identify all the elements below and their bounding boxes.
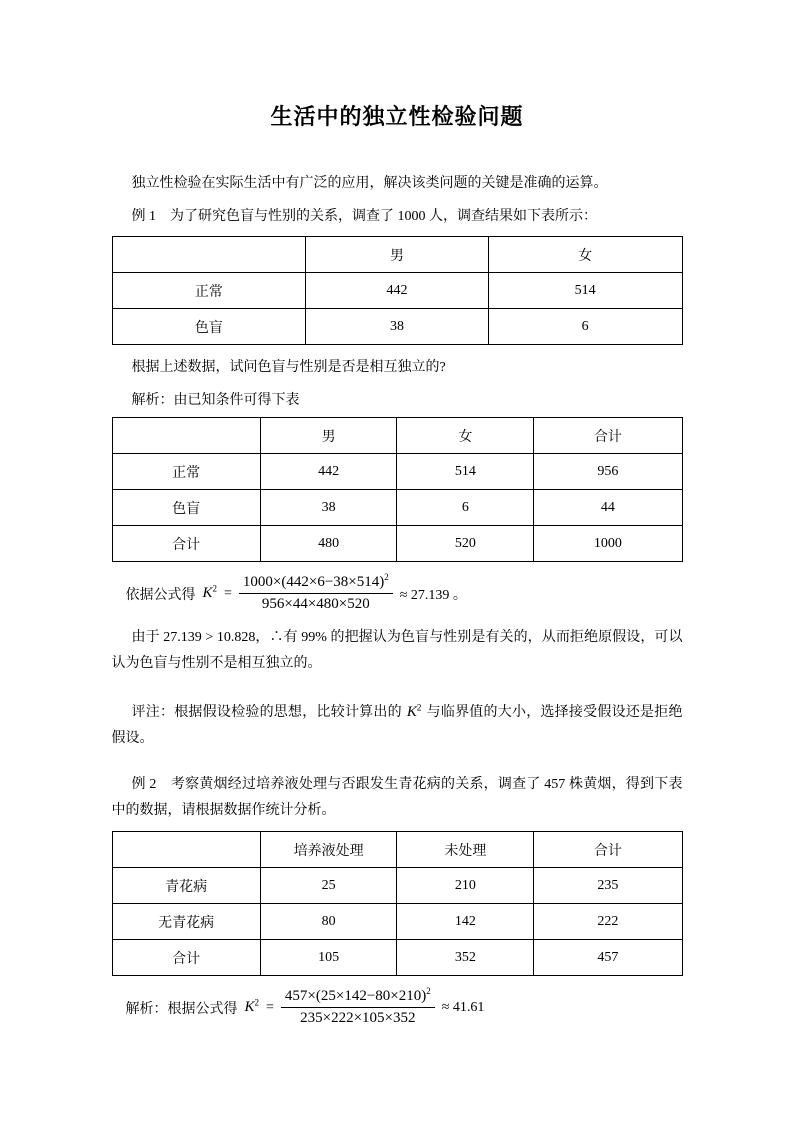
table-row [112, 526, 682, 562]
table1-row-colorblind-label: 色盲 [112, 309, 306, 345]
table2-cell: 6 [397, 490, 534, 526]
example1-analysis-label: 解析：由已知条件可得下表 [131, 393, 300, 408]
table3-cell: 235 [534, 868, 682, 904]
table3-row-disease-label: 青花病 [112, 868, 260, 904]
k-squared-symbol [245, 999, 260, 1016]
comment-text-after: 与临界值的大小，选择接受假设还是拒绝假设。 [111, 705, 683, 746]
table2-cell: 442 [260, 454, 397, 490]
formula2-prefix: 解析：根据公式得 [125, 1001, 238, 1017]
intro-paragraph: 独立性检验在实际生活中有广泛的应用，解决该类问题的关键是准确的运算。 [131, 176, 608, 191]
table3-cell: 25 [260, 868, 397, 904]
k-exponent: 2 [254, 997, 260, 1008]
k-exponent: 2 [212, 583, 218, 594]
document-title: 生活中的独立性检验问题 [270, 104, 524, 129]
fraction-example2 [281, 988, 435, 1027]
table1-cell: 514 [488, 273, 682, 309]
fraction-example1 [239, 574, 393, 613]
table2-row-total-label: 合计 [112, 526, 260, 562]
table3-header-treated: 培养液处理 [260, 832, 397, 868]
table-row [112, 940, 682, 976]
table-row [112, 418, 682, 454]
numerator-exponent: 2 [426, 986, 431, 996]
table2-row-colorblind-label: 色盲 [112, 490, 260, 526]
example1-statement: 例 1 为了研究色盲与性别的关系，调查了 1000 人，调查结果如下表所示： [131, 209, 597, 224]
table-row [112, 237, 682, 273]
table-row [112, 868, 682, 904]
table3-cell: 80 [260, 904, 397, 940]
k-squared-symbol [203, 585, 218, 602]
table3-cell: 142 [397, 904, 534, 940]
conclusion-paragraph: 由于 27.139 > 10.828，∴有 99% 的把握认为色盲与性别是有关的，从而拒绝原假设，可以认为色盲与性别不是相互独立的。 [111, 630, 683, 671]
table2-cell: 956 [534, 454, 682, 490]
formula1-prefix: 依据公式得 [125, 587, 196, 603]
table3-header-untreated: 未处理 [397, 832, 534, 868]
table3-cell: 352 [397, 940, 534, 976]
approx-result-example1: ≈ 27.139 。 [399, 587, 467, 603]
table2-header-female: 女 [397, 418, 534, 454]
k-exponent: 2 [416, 702, 422, 713]
table2-header-blank [112, 418, 260, 454]
fraction-numerator [239, 574, 393, 594]
table1-cell: 6 [488, 309, 682, 345]
table1-header-blank [112, 237, 306, 273]
table2-row-normal-label: 正常 [112, 454, 260, 490]
table2-header-total: 合计 [534, 418, 682, 454]
table2-cell: 480 [260, 526, 397, 562]
table-survey-results [112, 236, 683, 345]
table3-cell: 210 [397, 868, 534, 904]
formula-k-squared-example1 [126, 574, 683, 613]
table2-cell: 38 [260, 490, 397, 526]
comment-text-before: 评注：根据假设检验的思想，比较计算出的 [131, 705, 402, 720]
table-row [112, 490, 682, 526]
k-symbol: K [406, 704, 417, 720]
k-squared-symbol-inline [406, 702, 422, 720]
formula-k-squared-example2 [126, 988, 683, 1027]
document-page [112, 0, 683, 1027]
table-row [112, 454, 682, 490]
fraction-denominator: 235×222×105×352 [300, 1010, 416, 1026]
table1-header-male: 男 [306, 237, 488, 273]
table-row [112, 832, 682, 868]
table1-cell: 442 [306, 273, 488, 309]
numerator-expression: 1000×(442×6−38×514) [242, 574, 385, 590]
table3-row-total-label: 合计 [112, 940, 260, 976]
table2-cell: 514 [397, 454, 534, 490]
table3-cell: 222 [534, 904, 682, 940]
approx-result-example2: ≈ 41.61 [441, 999, 485, 1015]
table2-cell: 44 [534, 490, 682, 526]
table-contingency-with-totals [112, 417, 683, 562]
table2-cell: 1000 [534, 526, 682, 562]
numerator-exponent: 2 [384, 572, 389, 582]
table2-header-male: 男 [260, 418, 397, 454]
fraction-denominator: 956×44×480×520 [261, 596, 370, 612]
table-tobacco-experiment [112, 831, 683, 976]
table-row [112, 904, 682, 940]
example2-statement: 例 2 考察黄烟经过培养液处理与否跟发生青花病的关系，调查了 457 株黄烟，得到下表中的数据，请根据数据作统计分析。 [111, 777, 683, 818]
k-symbol: K [244, 999, 255, 1015]
table3-header-total: 合计 [534, 832, 682, 868]
equals-sign: = [224, 585, 232, 601]
numerator-expression: 457×(25×142−80×210) [284, 988, 427, 1004]
table-row [112, 309, 682, 345]
k-symbol: K [202, 585, 213, 601]
table3-row-nodisease-label: 无青花病 [112, 904, 260, 940]
table2-cell: 520 [397, 526, 534, 562]
table1-cell: 38 [306, 309, 488, 345]
comment-paragraph [112, 699, 683, 752]
table-row [112, 273, 682, 309]
equals-sign: = [266, 999, 274, 1015]
example1-question: 根据上述数据，试问色盲与性别是否是相互独立的? [131, 360, 446, 375]
table1-row-normal-label: 正常 [112, 273, 306, 309]
fraction-numerator [281, 988, 435, 1008]
table3-cell: 105 [260, 940, 397, 976]
table3-header-blank [112, 832, 260, 868]
table3-cell: 457 [534, 940, 682, 976]
table1-header-female: 女 [488, 237, 682, 273]
